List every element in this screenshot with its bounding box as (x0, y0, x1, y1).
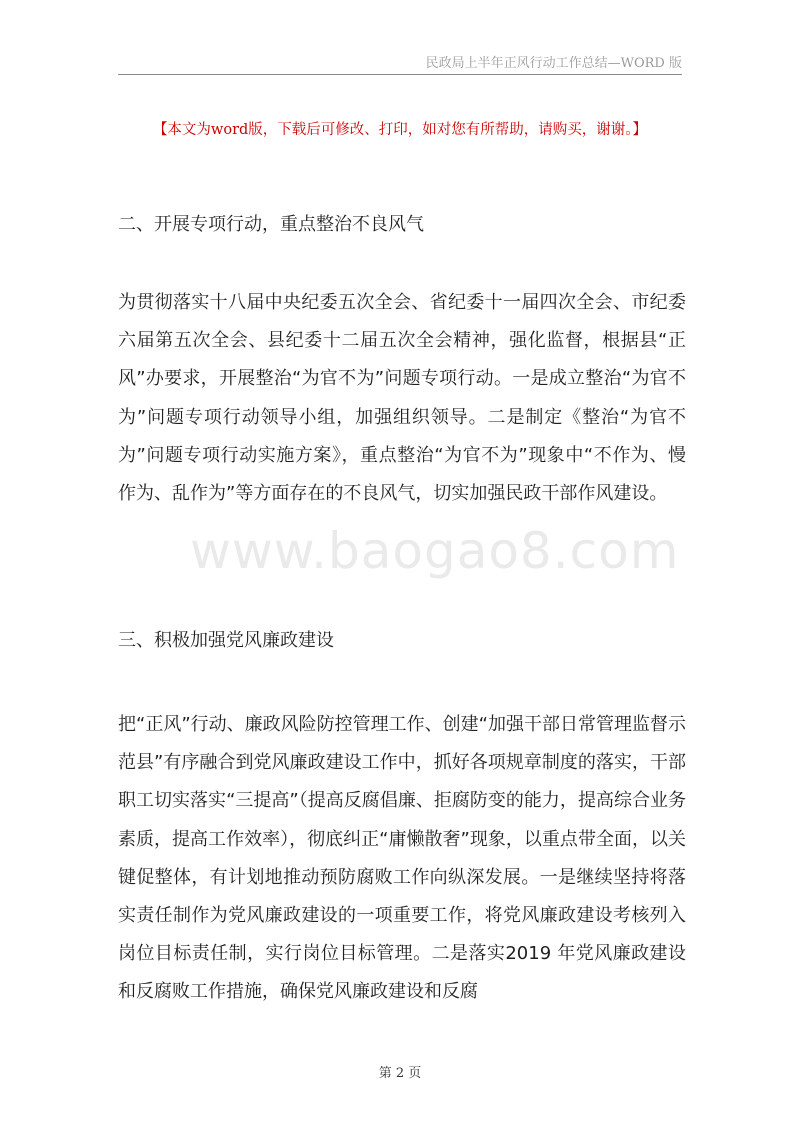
section-paragraph-2: 为贯彻落实十八届中央纪委五次全会、省纪委十一届四次全会、市纪委六届第五次全会、县纪委十二届五次全会精神，强化监督，根据县“正风”办要求，开展整治“为官不为”问题专项行动。一是成立整治“为官不为”问题专项行动领导小组，加强组织领导。二是制定《整治“为官不为”问题专项行动实施方案》，重点整治“为官不为”现象中“不作为、慢作为、乱作为”等方面存在的不良风气，切实加强民政干部作风建设。 (118, 292, 686, 505)
page-number: 第 2 页 (378, 1066, 422, 1081)
purchase-notice: 【本文为word版，下载后可修改、打印，如对您有所帮助，请购买，谢谢。】 (152, 122, 648, 138)
section-heading-2: 二、开展专项行动，重点整治不良风气 (118, 214, 424, 235)
watermark: www.baogao8.com (190, 522, 680, 580)
section-paragraph-3: 把“正风”行动、廉政风险防控管理工作、创建“加强干部日常管理监督示范县”有序融合到党风廉政建设工作中，抓好各项规章制度的落实，干部职工切实落实“三提高”（提高反腐倡廉、拒腐防变的能力，提高综合业务素质，提高工作效率），彻底纠正“庸懒散奢”现象，以重点带全面，以关键促整体，有计划地推动预防腐败工作向纵深发展。一是继续坚持将落实责任制作为党风廉政建设的一项重要工作，将党风廉政建设考核列入岗位目标责任制，实行岗位目标管理。二是落实2019 年党风廉政建设和反腐败工作措施，确保党风廉政建设和反腐 (118, 714, 686, 1003)
header-divider (118, 74, 682, 75)
section-heading-3: 三、积极加强党风廉政建设 (118, 630, 334, 651)
running-header: 民政局上半年正风行动工作总结—WORD 版 (425, 56, 682, 71)
